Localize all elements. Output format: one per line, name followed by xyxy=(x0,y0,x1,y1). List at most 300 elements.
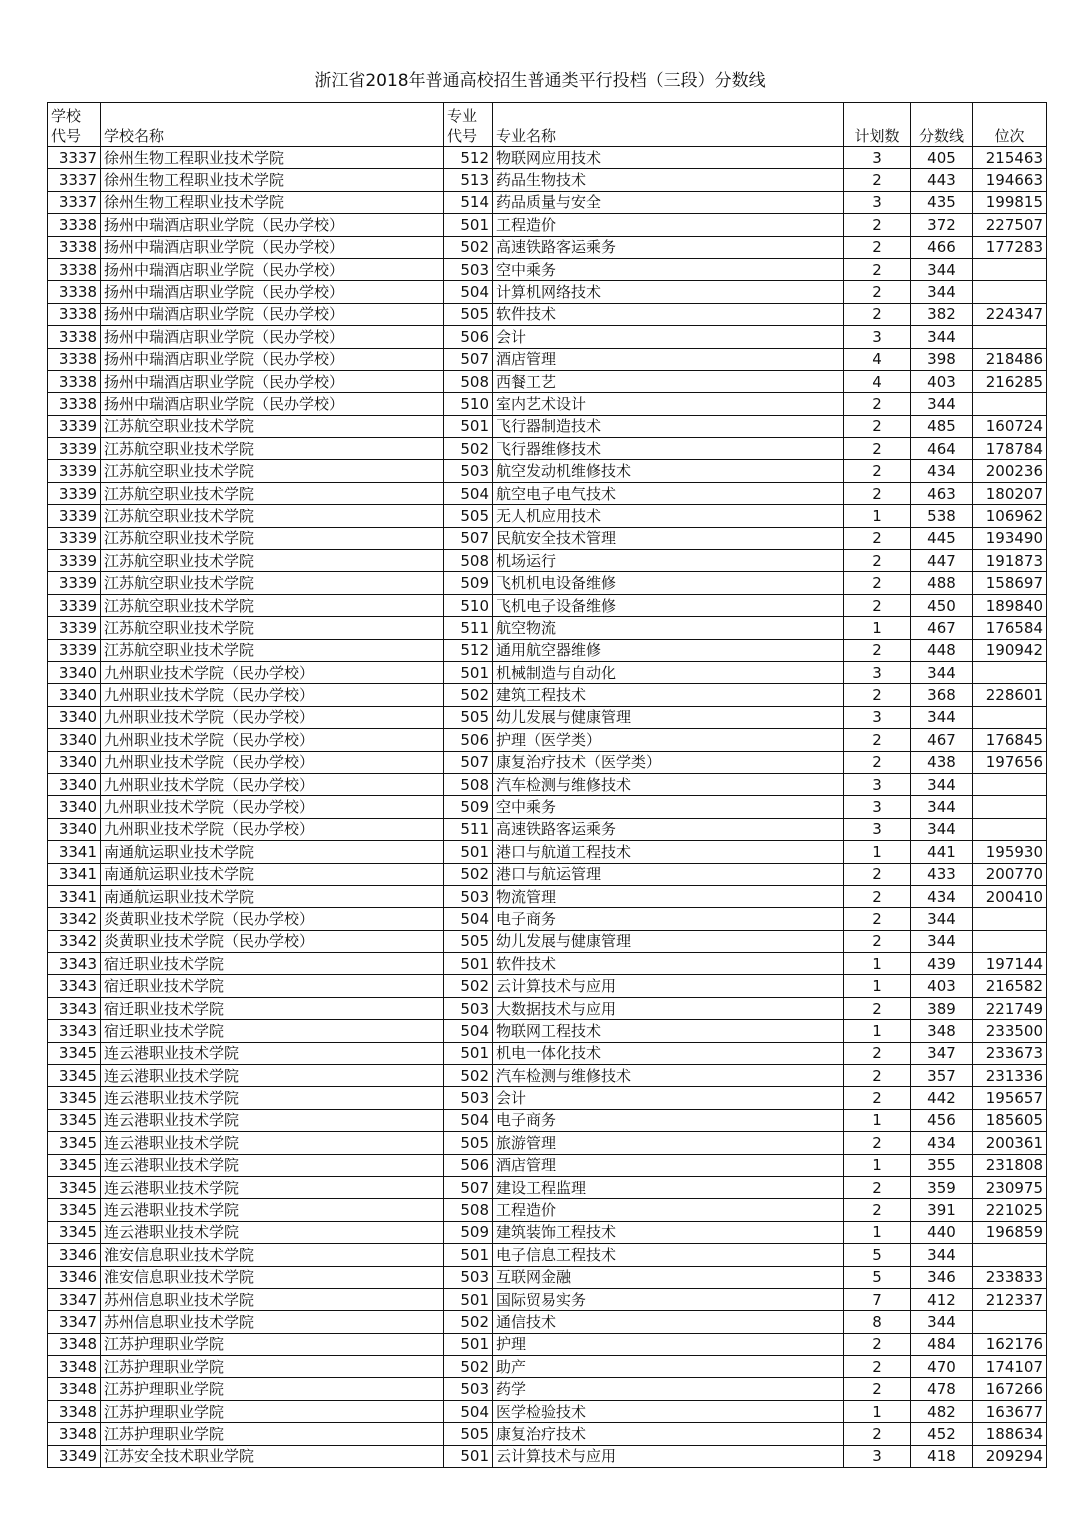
cell-plan: 2 xyxy=(844,1333,911,1355)
cell-school-code: 3338 xyxy=(48,258,101,280)
cell-rank: 174107 xyxy=(973,1356,1047,1378)
header-school-name: 学校名称 xyxy=(101,103,444,147)
cell-plan: 3 xyxy=(844,773,911,795)
table-row xyxy=(48,773,1047,795)
cell-rank xyxy=(973,773,1047,795)
table-row xyxy=(48,438,1047,460)
cell-major-name: 会计 xyxy=(493,1087,844,1109)
cell-score: 344 xyxy=(911,908,973,930)
cell-rank: 231336 xyxy=(973,1065,1047,1087)
cell-plan: 2 xyxy=(844,930,911,952)
cell-major-code: 511 xyxy=(444,617,493,639)
cell-major-name: 物联网应用技术 xyxy=(493,147,844,169)
cell-rank: 227507 xyxy=(973,214,1047,236)
table-row xyxy=(48,1356,1047,1378)
cell-plan: 2 xyxy=(844,393,911,415)
cell-school-name: 连云港职业技术学院 xyxy=(101,1199,444,1221)
cell-score: 463 xyxy=(911,482,973,504)
cell-score: 372 xyxy=(911,214,973,236)
cell-rank: 230975 xyxy=(973,1176,1047,1198)
cell-major-name: 旅游管理 xyxy=(493,1132,844,1154)
cell-score: 344 xyxy=(911,773,973,795)
cell-score: 464 xyxy=(911,438,973,460)
cell-major-code: 514 xyxy=(444,191,493,213)
cell-major-code: 509 xyxy=(444,572,493,594)
table-row xyxy=(48,505,1047,527)
table-row xyxy=(48,1042,1047,1064)
cell-score: 398 xyxy=(911,348,973,370)
cell-major-name: 机电一体化技术 xyxy=(493,1042,844,1064)
cell-school-code: 3343 xyxy=(48,1020,101,1042)
cell-school-name: 连云港职业技术学院 xyxy=(101,1132,444,1154)
cell-school-name: 扬州中瑞酒店职业学院（民办学校） xyxy=(101,370,444,392)
cell-major-code: 502 xyxy=(444,236,493,258)
table-row xyxy=(48,863,1047,885)
cell-major-code: 508 xyxy=(444,773,493,795)
cell-score: 435 xyxy=(911,191,973,213)
cell-rank xyxy=(973,1311,1047,1333)
cell-school-code: 3337 xyxy=(48,169,101,191)
cell-major-name: 机场运行 xyxy=(493,550,844,572)
cell-school-code: 3349 xyxy=(48,1445,101,1467)
cell-school-code: 3342 xyxy=(48,908,101,930)
cell-score: 348 xyxy=(911,1020,973,1042)
cell-major-code: 510 xyxy=(444,393,493,415)
cell-rank: 221025 xyxy=(973,1199,1047,1221)
cell-major-code: 502 xyxy=(444,684,493,706)
cell-plan: 2 xyxy=(844,1423,911,1445)
cell-school-name: 江苏航空职业技术学院 xyxy=(101,438,444,460)
cell-score: 344 xyxy=(911,818,973,840)
cell-major-name: 无人机应用技术 xyxy=(493,505,844,527)
cell-school-code: 3338 xyxy=(48,370,101,392)
cell-major-name: 酒店管理 xyxy=(493,348,844,370)
cell-school-name: 连云港职业技术学院 xyxy=(101,1176,444,1198)
cell-plan: 1 xyxy=(844,841,911,863)
table-header-row xyxy=(48,103,1047,147)
cell-score: 344 xyxy=(911,661,973,683)
cell-score: 344 xyxy=(911,706,973,728)
cell-school-code: 3345 xyxy=(48,1154,101,1176)
cell-plan: 2 xyxy=(844,1356,911,1378)
table-row xyxy=(48,751,1047,773)
table-row xyxy=(48,796,1047,818)
cell-school-name: 徐州生物工程职业技术学院 xyxy=(101,191,444,213)
cell-score: 347 xyxy=(911,1042,973,1064)
cell-school-name: 九州职业技术学院（民办学校） xyxy=(101,751,444,773)
cell-school-name: 连云港职业技术学院 xyxy=(101,1065,444,1087)
cell-school-code: 3341 xyxy=(48,841,101,863)
cell-rank xyxy=(973,930,1047,952)
cell-school-name: 九州职业技术学院（民办学校） xyxy=(101,818,444,840)
cell-school-code: 3345 xyxy=(48,1042,101,1064)
cell-plan: 2 xyxy=(844,236,911,258)
cell-plan: 3 xyxy=(844,147,911,169)
cell-major-code: 501 xyxy=(444,214,493,236)
table-row xyxy=(48,550,1047,572)
cell-plan: 2 xyxy=(844,482,911,504)
cell-major-code: 501 xyxy=(444,661,493,683)
cell-school-name: 江苏护理职业学院 xyxy=(101,1333,444,1355)
cell-plan: 3 xyxy=(844,706,911,728)
table-row xyxy=(48,1423,1047,1445)
cell-major-code: 513 xyxy=(444,169,493,191)
cell-school-code: 3338 xyxy=(48,281,101,303)
cell-plan: 1 xyxy=(844,1154,911,1176)
table-row xyxy=(48,1109,1047,1131)
cell-major-code: 501 xyxy=(444,953,493,975)
cell-major-name: 建筑装饰工程技术 xyxy=(493,1221,844,1243)
cell-plan: 2 xyxy=(844,908,911,930)
cell-major-code: 505 xyxy=(444,706,493,728)
cell-school-code: 3348 xyxy=(48,1333,101,1355)
cell-school-code: 3347 xyxy=(48,1311,101,1333)
cell-score: 445 xyxy=(911,527,973,549)
admission-score-table xyxy=(47,102,1047,1468)
cell-major-name: 建设工程监理 xyxy=(493,1176,844,1198)
cell-major-name: 云计算技术与应用 xyxy=(493,975,844,997)
cell-rank xyxy=(973,796,1047,818)
cell-major-code: 509 xyxy=(444,796,493,818)
cell-major-code: 505 xyxy=(444,303,493,325)
cell-score: 439 xyxy=(911,953,973,975)
cell-school-name: 扬州中瑞酒店职业学院（民办学校） xyxy=(101,258,444,280)
cell-major-name: 汽车检测与维修技术 xyxy=(493,773,844,795)
table-row xyxy=(48,1065,1047,1087)
cell-major-code: 504 xyxy=(444,908,493,930)
cell-plan: 2 xyxy=(844,684,911,706)
cell-school-name: 连云港职业技术学院 xyxy=(101,1087,444,1109)
table-row xyxy=(48,393,1047,415)
cell-rank xyxy=(973,908,1047,930)
cell-major-name: 民航安全技术管理 xyxy=(493,527,844,549)
cell-rank: 215463 xyxy=(973,147,1047,169)
cell-major-name: 医学检验技术 xyxy=(493,1400,844,1422)
cell-major-code: 501 xyxy=(444,1333,493,1355)
cell-major-code: 506 xyxy=(444,1154,493,1176)
cell-rank: 194663 xyxy=(973,169,1047,191)
cell-rank: 160724 xyxy=(973,415,1047,437)
cell-major-code: 508 xyxy=(444,370,493,392)
cell-score: 382 xyxy=(911,303,973,325)
cell-major-name: 大数据技术与应用 xyxy=(493,997,844,1019)
cell-rank: 216582 xyxy=(973,975,1047,997)
cell-school-name: 江苏航空职业技术学院 xyxy=(101,460,444,482)
cell-major-code: 504 xyxy=(444,1109,493,1131)
cell-score: 346 xyxy=(911,1266,973,1288)
table-row xyxy=(48,661,1047,683)
cell-rank: 158697 xyxy=(973,572,1047,594)
cell-score: 466 xyxy=(911,236,973,258)
cell-school-name: 扬州中瑞酒店职业学院（民办学校） xyxy=(101,214,444,236)
cell-rank: 162176 xyxy=(973,1333,1047,1355)
cell-major-code: 504 xyxy=(444,482,493,504)
cell-school-name: 扬州中瑞酒店职业学院（民办学校） xyxy=(101,281,444,303)
cell-plan: 2 xyxy=(844,751,911,773)
cell-rank: 200410 xyxy=(973,885,1047,907)
cell-rank: 233673 xyxy=(973,1042,1047,1064)
cell-major-name: 药品生物技术 xyxy=(493,169,844,191)
table-row xyxy=(48,841,1047,863)
cell-plan: 1 xyxy=(844,1221,911,1243)
table-row xyxy=(48,236,1047,258)
table-row xyxy=(48,415,1047,437)
cell-major-name: 酒店管理 xyxy=(493,1154,844,1176)
cell-rank: 197656 xyxy=(973,751,1047,773)
cell-major-code: 503 xyxy=(444,885,493,907)
cell-major-name: 工程造价 xyxy=(493,214,844,236)
cell-score: 412 xyxy=(911,1288,973,1310)
cell-major-name: 物流管理 xyxy=(493,885,844,907)
cell-school-code: 3339 xyxy=(48,639,101,661)
cell-plan: 2 xyxy=(844,1132,911,1154)
cell-school-name: 扬州中瑞酒店职业学院（民办学校） xyxy=(101,236,444,258)
cell-school-code: 3343 xyxy=(48,953,101,975)
cell-major-code: 505 xyxy=(444,505,493,527)
cell-rank: 231808 xyxy=(973,1154,1047,1176)
cell-school-code: 3345 xyxy=(48,1199,101,1221)
cell-rank: 228601 xyxy=(973,684,1047,706)
table-row xyxy=(48,482,1047,504)
cell-major-code: 509 xyxy=(444,1221,493,1243)
table-row xyxy=(48,729,1047,751)
cell-major-name: 航空电子电气技术 xyxy=(493,482,844,504)
cell-major-code: 501 xyxy=(444,841,493,863)
table-row xyxy=(48,214,1047,236)
cell-school-code: 3339 xyxy=(48,460,101,482)
cell-school-code: 3339 xyxy=(48,617,101,639)
cell-rank: 189840 xyxy=(973,594,1047,616)
cell-major-name: 软件技术 xyxy=(493,303,844,325)
cell-school-code: 3346 xyxy=(48,1244,101,1266)
cell-score: 433 xyxy=(911,863,973,885)
cell-school-name: 扬州中瑞酒店职业学院（民办学校） xyxy=(101,393,444,415)
cell-rank: 177283 xyxy=(973,236,1047,258)
cell-major-code: 503 xyxy=(444,997,493,1019)
cell-plan: 2 xyxy=(844,885,911,907)
cell-score: 434 xyxy=(911,460,973,482)
cell-major-code: 503 xyxy=(444,1266,493,1288)
cell-major-name: 药学 xyxy=(493,1378,844,1400)
cell-score: 403 xyxy=(911,975,973,997)
cell-school-name: 南通航运职业技术学院 xyxy=(101,863,444,885)
document-title: 浙江省2018年普通高校招生普通类平行投档（三段）分数线 xyxy=(314,71,766,91)
cell-school-name: 江苏航空职业技术学院 xyxy=(101,572,444,594)
cell-school-name: 九州职业技术学院（民办学校） xyxy=(101,706,444,728)
cell-major-code: 502 xyxy=(444,1065,493,1087)
cell-school-name: 九州职业技术学院（民办学校） xyxy=(101,773,444,795)
cell-score: 488 xyxy=(911,572,973,594)
table-row xyxy=(48,930,1047,952)
cell-major-name: 汽车检测与维修技术 xyxy=(493,1065,844,1087)
cell-major-name: 计算机网络技术 xyxy=(493,281,844,303)
cell-rank: 200770 xyxy=(973,863,1047,885)
cell-major-name: 助产 xyxy=(493,1356,844,1378)
cell-major-code: 511 xyxy=(444,818,493,840)
cell-plan: 2 xyxy=(844,1065,911,1087)
cell-major-code: 508 xyxy=(444,550,493,572)
cell-major-name: 通用航空器维修 xyxy=(493,639,844,661)
cell-score: 438 xyxy=(911,751,973,773)
cell-major-name: 药品质量与安全 xyxy=(493,191,844,213)
cell-school-name: 苏州信息职业技术学院 xyxy=(101,1288,444,1310)
cell-major-name: 机械制造与自动化 xyxy=(493,661,844,683)
cell-school-name: 南通航运职业技术学院 xyxy=(101,841,444,863)
cell-school-code: 3343 xyxy=(48,997,101,1019)
cell-school-code: 3338 xyxy=(48,348,101,370)
cell-score: 344 xyxy=(911,796,973,818)
cell-rank: 216285 xyxy=(973,370,1047,392)
cell-plan: 1 xyxy=(844,953,911,975)
cell-major-name: 航空物流 xyxy=(493,617,844,639)
table-row xyxy=(48,1445,1047,1467)
cell-school-name: 江苏护理职业学院 xyxy=(101,1356,444,1378)
cell-school-name: 宿迁职业技术学院 xyxy=(101,997,444,1019)
cell-school-name: 连云港职业技术学院 xyxy=(101,1042,444,1064)
table-row xyxy=(48,953,1047,975)
cell-school-name: 江苏护理职业学院 xyxy=(101,1423,444,1445)
cell-plan: 3 xyxy=(844,661,911,683)
cell-school-code: 3343 xyxy=(48,975,101,997)
cell-school-code: 3346 xyxy=(48,1266,101,1288)
cell-school-name: 宿迁职业技术学院 xyxy=(101,953,444,975)
cell-school-name: 淮安信息职业技术学院 xyxy=(101,1266,444,1288)
cell-plan: 2 xyxy=(844,863,911,885)
cell-score: 344 xyxy=(911,1311,973,1333)
cell-major-name: 云计算技术与应用 xyxy=(493,1445,844,1467)
cell-rank xyxy=(973,281,1047,303)
cell-major-code: 505 xyxy=(444,930,493,952)
cell-major-code: 503 xyxy=(444,1378,493,1400)
cell-school-code: 3345 xyxy=(48,1065,101,1087)
cell-rank: 106962 xyxy=(973,505,1047,527)
cell-plan: 3 xyxy=(844,796,911,818)
cell-major-code: 507 xyxy=(444,527,493,549)
cell-score: 467 xyxy=(911,729,973,751)
cell-major-name: 飞行器制造技术 xyxy=(493,415,844,437)
cell-school-name: 徐州生物工程职业技术学院 xyxy=(101,147,444,169)
cell-school-code: 3342 xyxy=(48,930,101,952)
cell-plan: 2 xyxy=(844,1042,911,1064)
cell-plan: 2 xyxy=(844,415,911,437)
cell-plan: 2 xyxy=(844,1176,911,1198)
cell-school-name: 连云港职业技术学院 xyxy=(101,1221,444,1243)
cell-school-name: 江苏航空职业技术学院 xyxy=(101,505,444,527)
cell-school-code: 3340 xyxy=(48,796,101,818)
cell-score: 538 xyxy=(911,505,973,527)
cell-plan: 2 xyxy=(844,438,911,460)
cell-major-code: 501 xyxy=(444,1042,493,1064)
cell-plan: 1 xyxy=(844,617,911,639)
cell-school-name: 江苏航空职业技术学院 xyxy=(101,415,444,437)
cell-major-name: 飞机电子设备维修 xyxy=(493,594,844,616)
cell-rank xyxy=(973,706,1047,728)
cell-plan: 3 xyxy=(844,1445,911,1467)
header-major-code: 专业 代号 xyxy=(444,103,493,147)
cell-rank: 221749 xyxy=(973,997,1047,1019)
cell-school-code: 3338 xyxy=(48,303,101,325)
cell-rank: 191873 xyxy=(973,550,1047,572)
cell-major-code: 505 xyxy=(444,1423,493,1445)
table-row xyxy=(48,1288,1047,1310)
table-row xyxy=(48,706,1047,728)
cell-school-code: 3339 xyxy=(48,550,101,572)
cell-rank: 233500 xyxy=(973,1020,1047,1042)
table-row xyxy=(48,818,1047,840)
cell-rank: 188634 xyxy=(973,1423,1047,1445)
cell-school-code: 3337 xyxy=(48,147,101,169)
cell-school-name: 南通航运职业技术学院 xyxy=(101,885,444,907)
cell-rank: 218486 xyxy=(973,348,1047,370)
cell-major-code: 502 xyxy=(444,1356,493,1378)
cell-score: 389 xyxy=(911,997,973,1019)
cell-school-name: 扬州中瑞酒店职业学院（民办学校） xyxy=(101,303,444,325)
cell-school-code: 3339 xyxy=(48,572,101,594)
table-row xyxy=(48,908,1047,930)
cell-school-name: 江苏航空职业技术学院 xyxy=(101,639,444,661)
cell-score: 440 xyxy=(911,1221,973,1243)
cell-school-name: 江苏护理职业学院 xyxy=(101,1400,444,1422)
table-row xyxy=(48,191,1047,213)
cell-plan: 5 xyxy=(844,1244,911,1266)
cell-major-code: 502 xyxy=(444,1311,493,1333)
cell-score: 405 xyxy=(911,147,973,169)
cell-plan: 2 xyxy=(844,550,911,572)
cell-major-name: 康复治疗技术 xyxy=(493,1423,844,1445)
cell-major-name: 会计 xyxy=(493,326,844,348)
cell-score: 443 xyxy=(911,169,973,191)
cell-plan: 2 xyxy=(844,1199,911,1221)
header-major-name: 专业名称 xyxy=(493,103,844,147)
cell-school-name: 九州职业技术学院（民办学校） xyxy=(101,796,444,818)
cell-school-name: 江苏航空职业技术学院 xyxy=(101,617,444,639)
table-row xyxy=(48,370,1047,392)
cell-school-code: 3348 xyxy=(48,1356,101,1378)
cell-school-code: 3338 xyxy=(48,236,101,258)
cell-school-code: 3340 xyxy=(48,684,101,706)
cell-major-code: 503 xyxy=(444,1087,493,1109)
cell-school-name: 九州职业技术学院（民办学校） xyxy=(101,661,444,683)
cell-school-code: 3339 xyxy=(48,594,101,616)
cell-rank: 196859 xyxy=(973,1221,1047,1243)
header-school-code: 学校 代号 xyxy=(48,103,101,147)
cell-plan: 2 xyxy=(844,258,911,280)
cell-major-code: 506 xyxy=(444,729,493,751)
cell-major-name: 高速铁路客运乘务 xyxy=(493,818,844,840)
cell-major-name: 幼儿发展与健康管理 xyxy=(493,930,844,952)
cell-major-code: 507 xyxy=(444,751,493,773)
cell-school-code: 3340 xyxy=(48,661,101,683)
table-row xyxy=(48,684,1047,706)
cell-school-name: 徐州生物工程职业技术学院 xyxy=(101,169,444,191)
cell-rank: 209294 xyxy=(973,1445,1047,1467)
cell-major-code: 503 xyxy=(444,258,493,280)
cell-major-code: 502 xyxy=(444,438,493,460)
cell-plan: 4 xyxy=(844,348,911,370)
cell-school-code: 3348 xyxy=(48,1400,101,1422)
cell-school-code: 3347 xyxy=(48,1288,101,1310)
cell-school-code: 3340 xyxy=(48,751,101,773)
cell-major-name: 国际贸易实务 xyxy=(493,1288,844,1310)
header-score: 分数线 xyxy=(911,103,973,147)
cell-rank: 195930 xyxy=(973,841,1047,863)
cell-school-code: 3340 xyxy=(48,773,101,795)
table-row xyxy=(48,1221,1047,1243)
cell-major-name: 空中乘务 xyxy=(493,258,844,280)
cell-plan: 2 xyxy=(844,639,911,661)
cell-major-name: 软件技术 xyxy=(493,953,844,975)
cell-score: 344 xyxy=(911,1244,973,1266)
